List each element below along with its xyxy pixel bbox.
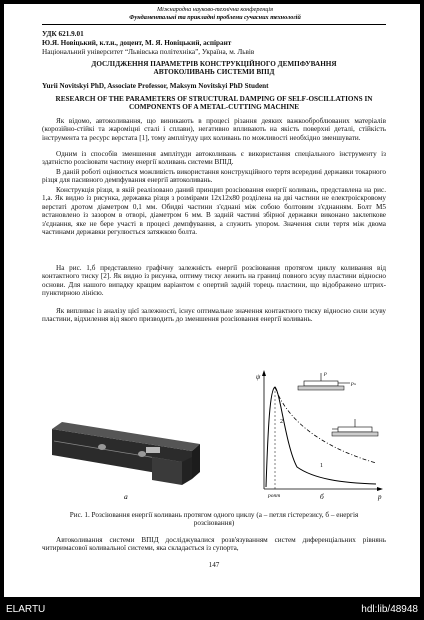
tool-holder-render [52, 422, 200, 485]
header-rule [42, 24, 386, 25]
paragraph-6: Як випливає із аналізу цієї залежності, існує оптимальне значення контактного тиску відносно сили зсуву пластини, відхилення від якого призводить до зменшення розсіювання енергії коливань. [42, 307, 386, 324]
graph-x-tick: pопт [268, 493, 281, 499]
paragraph-3: В даній роботі оцінюється можливість використання конструкційного тертя всередині державки токарного різця для пасивного демпфування енергії автоколивань. [42, 168, 386, 185]
title-ua: ДОСЛІДЖЕННЯ ПАРАМЕТРІВ КОНСТРУКЦІЙНОГО ДЕМПФУВАННЯ АВТОКОЛИВАНЬ СИСТЕМИ ВПІД [91, 60, 337, 77]
affiliation: Національний університет “Львівська політехніка”, Україна, м. Львів [42, 48, 255, 56]
inset-label-ps: pₛ [351, 381, 356, 387]
fig-label-a: а [124, 492, 128, 501]
authors-en: Yurii Novitskyi PhD, Associate Professor, Maksym Novitskyi PhD Student [42, 82, 269, 90]
last-paragraph: Автоколивання системи ВПІД досліджувалися розв'язуванням систем диференціальних рівнянь читиримасової коливальної системи, яка складається із супорта, [42, 536, 386, 553]
conference-name: Міжнародна науково-технічна конференція [157, 6, 273, 13]
footer-handle: hdl:lib/48948 [361, 604, 418, 615]
footer-bar [0, 600, 424, 620]
running-header [44, 6, 386, 21]
dissipation-graph [262, 370, 383, 491]
curve-label-1: 1 [320, 463, 323, 469]
paragraph-1: Як відомо, автоколивання, що виникають в процесі різання деяких важкооброблюваних матеріалів (корозійно-стійкі та жароміцні сталі і сплави), негативно впливають на якість поверхні деталі, стійкість інструмента та ресурс верстата [1], тому амплітуду цих коливань по можливості необхідно зменшувати. [42, 117, 386, 142]
paragraph-4: Конструкція різця, в якій реалізовано даний принцип розсіювання енергії коливань, представлена на рис. 1,а. Як видно із рисунка, державка різця з розмірами 12х12х80 розділена на дві частини не електроіскровому верстаті дротом діаметром 0,1 мм. Обидві частини з'єднані між собою болтовим з'єднанням. Болт М5 встановлено із зазором в отворі, діаметром 6 мм. В задній частині збірної державки виконано заклепкове з'єднання, яке не бере участі в процесі демпфування, а служить упором. Значення сили тертя між двома частинами державки регулюється затяжкою болта. [42, 186, 386, 237]
figure-1 [42, 367, 386, 507]
paragraph-5: На рис. 1,б представлено графічну залежність енергії розсіювання протягом циклу коливання від контактного тиску [2]. Як видно із рисунка, оптиму тиску лежить на границі повного зсуву пластини відносно основи. Для нашого випадку кращим варіантом є опертий задній торець пластини, що відображено штрих-пунктирною лінією. [42, 264, 386, 298]
page-number: 147 [208, 561, 220, 569]
title-en: RESEARCH OF THE PARAMETERS OF STRUCTURAL DAMPING OF SELF-OSCILLATIONS IN COMPONENTS OF A METAL-CUTTING MACHINE [55, 95, 373, 112]
curve-label-2: 2 [280, 419, 283, 425]
footer-repository-name: ELARTU [6, 604, 46, 615]
graph-x-label: p [378, 493, 382, 501]
graph-y-label: ψ [256, 373, 261, 381]
figure-caption: Рис. 1. Розсіювання енергії коливань протягом одного циклу (а – петля гістерезису, б – енергія розсіювання) [69, 511, 359, 528]
udk-code: УДК 621.9.01 [42, 30, 84, 38]
paper-page [4, 4, 420, 597]
paragraph-2: Одним із способів зменшення амплітуди автоколивань є використання спеціального інструменту із здатністю розсіювати частину енергії коливань системи ВПІД. [42, 150, 386, 167]
fig-label-b: б [320, 492, 324, 501]
inset-label-p: p [324, 371, 327, 377]
authors-ua: Ю.Я. Новіцький, к.т.н., доцент, М. Я. Новіцький, аспірант [42, 39, 232, 47]
conference-subtitle: Фундаментальні та прикладні проблеми сучасних технологій [129, 13, 301, 21]
